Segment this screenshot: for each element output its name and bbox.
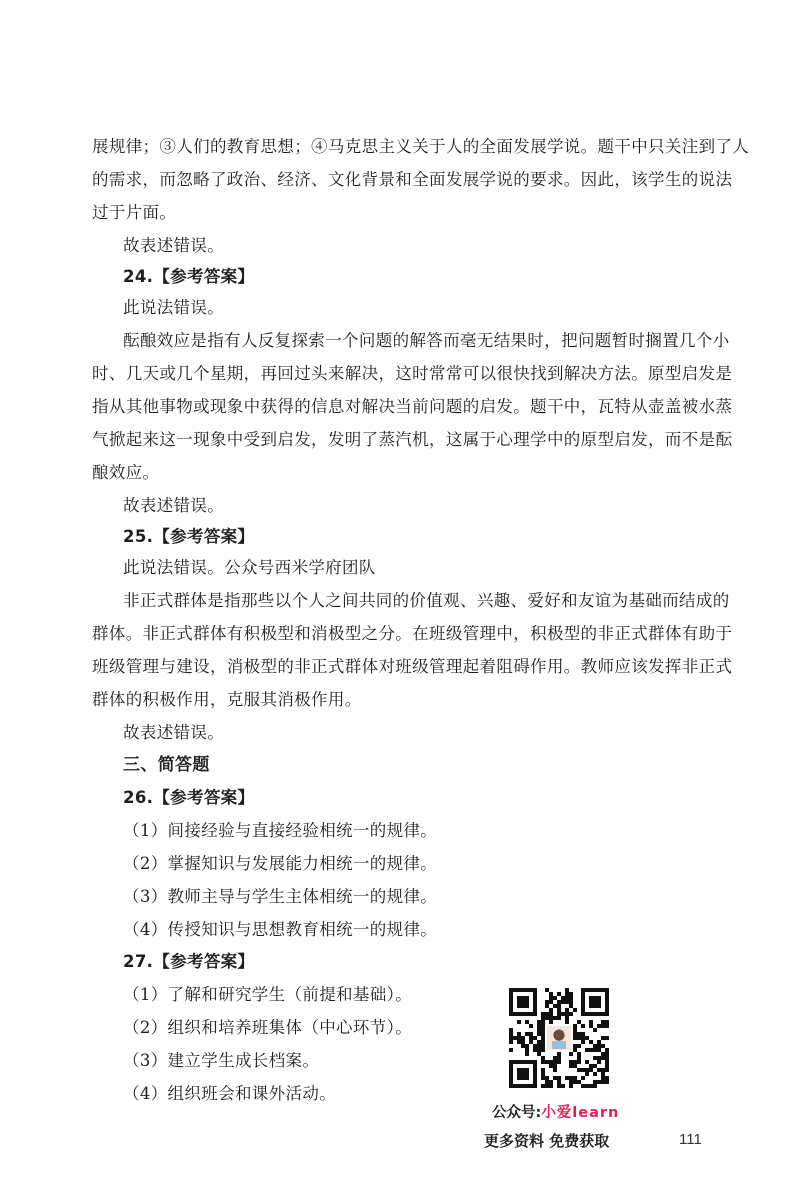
paragraph-line: 的需求，而忽略了政治、经济、文化背景和全面发展学说的要求。因此，该学生的说法: [92, 170, 733, 189]
paragraph-line: 酝酿效应是指有人反复探索一个问题的解答而毫无结果时，把问题暂时搁置几个小: [123, 331, 730, 350]
paragraph-line: 时、几天或几个星期，再回过头来解决，这时常常可以很快找到解决方法。原型启发是: [92, 364, 733, 383]
paragraph-line: 指从其他事物或现象中获得的信息对解决当前问题的启发。题干中，瓦特从壶盖被水蒸: [92, 397, 733, 416]
qr-caption-brand: 小爱learn: [541, 1105, 620, 1121]
list-item: （4）组织班会和课外活动。: [123, 1084, 337, 1103]
section-heading: 三、简答题: [123, 755, 210, 775]
paragraph-line: 此说法错误。公众号西米学府团队: [123, 558, 376, 577]
list-item: （2）组织和培养班集体（中心环节）。: [123, 1018, 413, 1037]
list-item: （4）传授知识与思想教育相统一的规律。: [123, 920, 438, 939]
paragraph-line: 气掀起来这一现象中受到启发，发明了蒸汽机，这属于心理学中的原型启发，而不是酝: [92, 430, 733, 449]
paragraph-line: 酿效应。: [92, 463, 160, 482]
conclusion-line: 故表述错误。: [123, 496, 225, 515]
paragraph-line: 展规律；③人们的教育思想；④马克思主义关于人的全面发展学说。题干中只关注到了人: [92, 137, 750, 156]
list-item: （3）建立学生成长档案。: [123, 1051, 320, 1070]
list-item: （1）了解和研究学生（前提和基础）。: [123, 985, 413, 1004]
answer-heading-25: 25.【参考答案】: [123, 527, 255, 546]
qr-code-image: [509, 988, 609, 1088]
paragraph-line: 班级管理与建设，消极型的非正式群体对班级管理起着阻碍作用。教师应该发挥非正式: [92, 657, 733, 676]
conclusion-line: 故表述错误。: [123, 723, 225, 742]
list-item: （3）教师主导与学生主体相统一的规律。: [123, 887, 438, 906]
qr-caption: [492, 1101, 619, 1122]
paragraph-line: 群体。非正式群体有积极型和消极型之分。在班级管理中，积极型的非正式群体有助于: [92, 624, 733, 643]
paragraph-line: 非正式群体是指那些以个人之间共同的价值观、兴趣、爱好和友谊为基础而结成的: [123, 591, 730, 610]
answer-heading-26: 26.【参考答案】: [123, 788, 255, 807]
qr-caption-prefix: 公众号:: [492, 1105, 542, 1121]
page-number: 111: [679, 1131, 702, 1148]
list-item: （1）间接经验与直接经验相统一的规律。: [123, 821, 438, 840]
answer-heading-27: 27.【参考答案】: [123, 952, 255, 971]
conclusion-line: 故表述错误。: [123, 236, 225, 255]
paragraph-line: 此说法错误。: [123, 298, 225, 317]
paragraph-line: 群体的积极作用，克服其消极作用。: [92, 690, 362, 709]
answer-heading-24: 24.【参考答案】: [123, 267, 255, 286]
list-item: （2）掌握知识与发展能力相统一的规律。: [123, 854, 438, 873]
promo-text: 更多资料 免费获取: [484, 1132, 610, 1150]
paragraph-line: 过于片面。: [92, 203, 177, 222]
